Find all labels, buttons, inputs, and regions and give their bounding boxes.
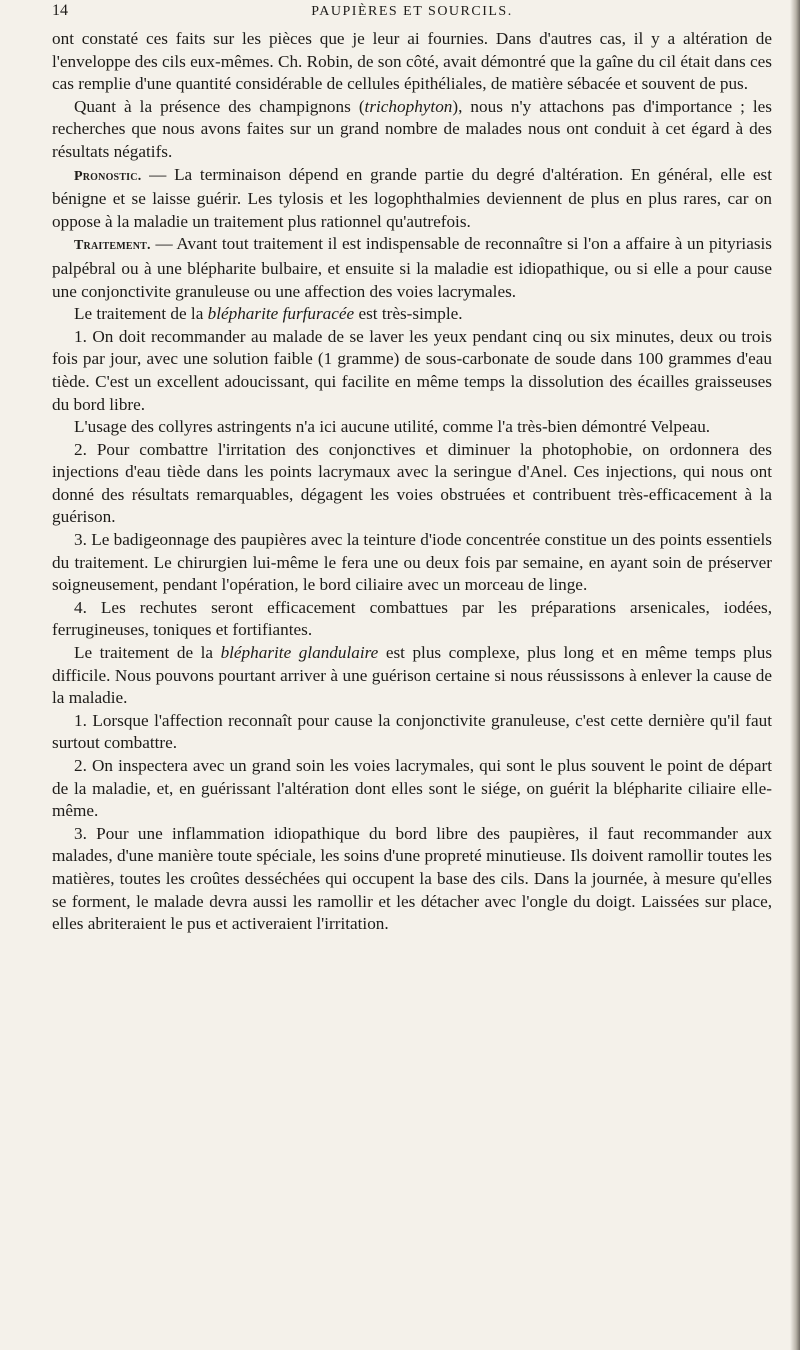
text-run: 1. On doit recommander au malade de se laver les yeux pendant cinq ou six minutes, deux ou trois fois par jour, avec une solution faible (1 gramme) de sous-carbonate de soude dans 100 grammes d'eau tiède. C'est un excellent adoucissant, qui facilite en même temps la dissolution des écailles graisseuses du bord libre. [52, 326, 772, 414]
text-run: ont constaté ces faits sur les pièces que je leur ai fournies. Dans d'autres cas, il y a altération de l'enveloppe des cils eux-mêmes. Ch. Robin, de son côté, avait démontré que la gaîne du cil était dans ces cas remplie d'une quantité considérable de cellules épithéliales, de matière sébacée et souvent de pus. [52, 29, 772, 94]
text-run: 4. Les rechutes seront efficacement combattues par les préparations arsenicales, iodées, ferrugineuses, toniques et fortifiantes. [52, 597, 772, 640]
section-heading: Pronostic. [74, 168, 142, 184]
paragraph [52, 326, 772, 416]
paragraph [52, 823, 772, 936]
paragraph [52, 416, 772, 439]
text-run: 3. Pour une inflammation idiopathique du bord libre des paupières, il faut recommander aux malades, d'une manière toute spéciale, les soins d'une propreté minutieuse. Ils doivent ramollir toutes les matières, toutes les croûtes desséchées qui occupent la base des cils. Dans la journée, à mesure qu'elles se forment, le malade devra aussi les ramollir et les détacher avec l'ongle du doigt. Laissées sur place, elles abriteraient le pus et activeraient l'irritation. [52, 823, 772, 934]
paragraph [52, 164, 772, 234]
page-edge-shadow [790, 0, 800, 1350]
text-run: 1. Lorsque l'affection reconnaît pour cause la conjonctivite granuleuse, c'est cette dernière qu'il faut surtout combattre. [52, 710, 772, 753]
paragraph [52, 597, 772, 642]
italic-term: trichophyton [364, 96, 453, 116]
text-run: — La terminaison dépend en grande partie du degré d'altération. En général, elle est bénigne et se laisse guérir. Les tylosis et les logophthalmies deviennent de plus en plus rares, car on oppose à la maladie un traitement plus rationnel qu'autrefois. [52, 164, 772, 231]
paragraph [52, 710, 772, 755]
text-run: 2. Pour combattre l'irritation des conjonctives et diminuer la photophobie, on ordonnera des injections d'eau tiède dans les points lacrymaux avec la seringue d'Anel. Ces injections, qui nous ont donné des résultats remarquables, dégagent les voies obstruées et contribuent très-efficacement à la guérison. [52, 439, 772, 527]
text-run: ), nous n'y attachons pas d'importance ; les recherches que nous avons faites sur un grand nombre de malades nous ont conduit à cet égard à des résultats négatifs. [52, 96, 772, 161]
text-run: 3. Le badigeonnage des paupières avec la teinture d'iode concentrée constitue un des points essentiels du traitement. Le chirurgien lui-même le fera une ou deux fois par semaine, en ayant soin de préserver soigneusement, pendant l'opération, le bord ciliaire avec un morceau de linge. [52, 530, 772, 595]
text-run: — Avant tout traitement il est indispensable de reconnaître si l'on a affaire à un pityriasis palpébral ou à une blépharite bulbaire, et ensuite si la maladie est idiopathique, ou si elle a pour cause une conjonctivite granuleuse ou une affection des voies lacrymales. [52, 234, 772, 301]
book-page [52, 0, 772, 936]
text-run: est très-simple. [354, 304, 463, 324]
paragraph [52, 642, 772, 710]
italic-term: blépharite furfuracée [207, 304, 355, 324]
page-number: 14 [52, 2, 68, 19]
text-run: L'usage des collyres astringents n'a ici aucune utilité, comme l'a très-bien démontré Velpeau. [74, 417, 711, 437]
text-run: Le traitement de la [74, 304, 208, 324]
text-run: 2. On inspectera avec un grand soin les voies lacrymales, qui sont le plus souvent le point de départ de la maladie, et, en guérissant l'altération dont elles sont le siége, on guérit la blépharite ciliaire elle-même. [52, 756, 772, 821]
paragraph [52, 755, 772, 823]
text-run: Le traitement de la [74, 643, 221, 663]
paragraph [52, 96, 772, 164]
page-header [52, 2, 772, 28]
running-title: PAUPIÈRES ET SOURCILS. [311, 4, 513, 19]
paragraph [52, 439, 772, 529]
paragraph [52, 303, 772, 326]
paragraph [52, 529, 772, 597]
section-heading: Traitement. [74, 238, 151, 254]
body-text [52, 28, 772, 936]
paragraph [52, 28, 772, 96]
text-run: est plus complexe, plus long et en même temps plus difficile. Nous pouvons pourtant arriver à une guérison certaine si nous réussissons à enlever la cause de la maladie. [52, 643, 773, 708]
paragraph [52, 233, 772, 303]
text-run: Quant à la présence des champignons ( [74, 96, 365, 116]
italic-term: blépharite glandulaire [220, 643, 379, 663]
